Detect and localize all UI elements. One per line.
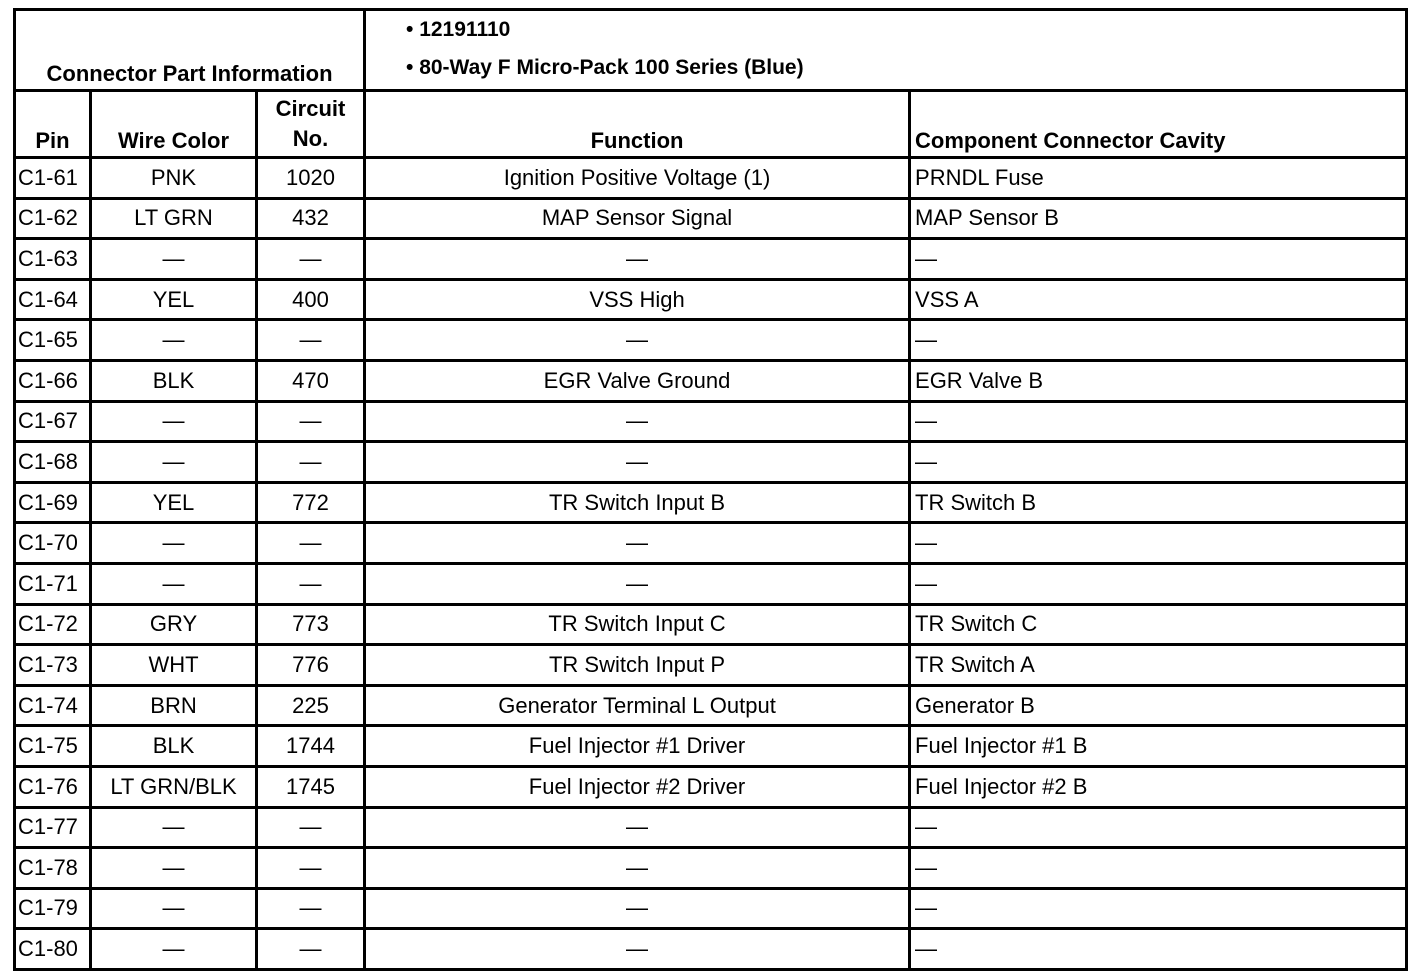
component-connector-cavity-cell: Fuel Injector #1 B <box>910 726 1407 767</box>
wire-color-cell: — <box>91 563 257 604</box>
circuit-no-cell: 1745 <box>257 766 365 807</box>
function-cell: MAP Sensor Signal <box>365 198 910 239</box>
pin-cell: C1-64 <box>15 279 91 320</box>
table-row <box>15 645 1407 686</box>
column-header-row <box>15 91 1407 158</box>
col-header-circuit-no <box>257 91 365 158</box>
wire-color-cell: BLK <box>91 360 257 401</box>
component-connector-cavity-cell: — <box>910 239 1407 280</box>
wire-color-cell: — <box>91 401 257 442</box>
table-row <box>15 401 1407 442</box>
circuit-no-cell: — <box>257 401 365 442</box>
table-row <box>15 726 1407 767</box>
wire-color-cell: YEL <box>91 482 257 523</box>
component-connector-cavity-cell: Fuel Injector #2 B <box>910 766 1407 807</box>
wire-color-cell: — <box>91 929 257 970</box>
circuit-no-cell: — <box>257 563 365 604</box>
function-cell: — <box>365 523 910 564</box>
function-cell: Fuel Injector #2 Driver <box>365 766 910 807</box>
col-header-pin: Pin <box>15 91 91 158</box>
table-row <box>15 563 1407 604</box>
pin-cell: C1-80 <box>15 929 91 970</box>
pin-cell: C1-73 <box>15 645 91 686</box>
wire-color-cell: — <box>91 239 257 280</box>
component-connector-cavity-cell: PRNDL Fuse <box>910 158 1407 199</box>
circuit-no-cell: 772 <box>257 482 365 523</box>
col-header-wire-color: Wire Color <box>91 91 257 158</box>
circuit-no-cell: — <box>257 848 365 889</box>
col-header-circuit-line2: No. <box>292 126 329 151</box>
function-cell: — <box>365 888 910 929</box>
component-connector-cavity-cell: — <box>910 563 1407 604</box>
component-connector-cavity-cell: — <box>910 929 1407 970</box>
function-cell: — <box>365 563 910 604</box>
table-row <box>15 685 1407 726</box>
circuit-no-cell: 432 <box>257 198 365 239</box>
part-info-header-row <box>15 10 1407 91</box>
function-cell: TR Switch Input C <box>365 604 910 645</box>
circuit-no-cell: — <box>257 239 365 280</box>
pin-cell: C1-77 <box>15 807 91 848</box>
function-cell: TR Switch Input P <box>365 645 910 686</box>
function-cell: — <box>365 320 910 361</box>
component-connector-cavity-cell: — <box>910 807 1407 848</box>
component-connector-cavity-cell: — <box>910 888 1407 929</box>
table-row <box>15 929 1407 970</box>
pin-cell: C1-76 <box>15 766 91 807</box>
component-connector-cavity-cell: TR Switch C <box>910 604 1407 645</box>
component-connector-cavity-cell: — <box>910 523 1407 564</box>
pin-cell: C1-78 <box>15 848 91 889</box>
table-row <box>15 239 1407 280</box>
wire-color-cell: YEL <box>91 279 257 320</box>
connector-description: • 80-Way F Micro-Pack 100 Series (Blue) <box>406 56 804 79</box>
wire-color-cell: — <box>91 848 257 889</box>
col-header-function: Function <box>365 91 910 158</box>
table-row <box>15 848 1407 889</box>
wire-color-cell: GRY <box>91 604 257 645</box>
circuit-no-cell: 225 <box>257 685 365 726</box>
circuit-no-cell: — <box>257 888 365 929</box>
function-cell: — <box>365 929 910 970</box>
component-connector-cavity-cell: — <box>910 848 1407 889</box>
pin-cell: C1-66 <box>15 360 91 401</box>
function-cell: — <box>365 848 910 889</box>
col-header-component-connector-cavity: Component Connector Cavity <box>910 91 1407 158</box>
pin-cell: C1-68 <box>15 442 91 483</box>
part-number: • 12191110 <box>406 18 511 41</box>
pin-cell: C1-71 <box>15 563 91 604</box>
table-row <box>15 158 1407 199</box>
pin-cell: C1-61 <box>15 158 91 199</box>
pin-cell: C1-69 <box>15 482 91 523</box>
function-cell: TR Switch Input B <box>365 482 910 523</box>
circuit-no-cell: — <box>257 442 365 483</box>
circuit-no-cell: 470 <box>257 360 365 401</box>
table-row <box>15 320 1407 361</box>
wire-color-cell: — <box>91 807 257 848</box>
wire-color-cell: BRN <box>91 685 257 726</box>
circuit-no-cell: — <box>257 523 365 564</box>
circuit-no-cell: 1020 <box>257 158 365 199</box>
component-connector-cavity-cell: Generator B <box>910 685 1407 726</box>
circuit-no-cell: — <box>257 807 365 848</box>
function-cell: — <box>365 401 910 442</box>
circuit-no-cell: 776 <box>257 645 365 686</box>
pin-cell: C1-67 <box>15 401 91 442</box>
table-row <box>15 888 1407 929</box>
table-row <box>15 360 1407 401</box>
pin-cell: C1-65 <box>15 320 91 361</box>
function-cell: — <box>365 807 910 848</box>
circuit-no-cell: 773 <box>257 604 365 645</box>
connector-part-information-label: Connector Part Information <box>15 10 365 91</box>
table-row <box>15 523 1407 564</box>
component-connector-cavity-cell: — <box>910 320 1407 361</box>
pin-cell: C1-62 <box>15 198 91 239</box>
component-connector-cavity-cell: — <box>910 442 1407 483</box>
pin-cell: C1-75 <box>15 726 91 767</box>
function-cell: EGR Valve Ground <box>365 360 910 401</box>
component-connector-cavity-cell: — <box>910 401 1407 442</box>
function-cell: Ignition Positive Voltage (1) <box>365 158 910 199</box>
function-cell: — <box>365 442 910 483</box>
component-connector-cavity-cell: TR Switch B <box>910 482 1407 523</box>
connector-pinout-sheet <box>13 8 1405 971</box>
wire-color-cell: — <box>91 320 257 361</box>
table-row <box>15 482 1407 523</box>
table-row <box>15 279 1407 320</box>
wire-color-cell: PNK <box>91 158 257 199</box>
table-row <box>15 604 1407 645</box>
connector-pinout-table <box>13 8 1408 971</box>
component-connector-cavity-cell: TR Switch A <box>910 645 1407 686</box>
function-cell: VSS High <box>365 279 910 320</box>
function-cell: — <box>365 239 910 280</box>
pin-cell: C1-74 <box>15 685 91 726</box>
table-row <box>15 766 1407 807</box>
circuit-no-cell: — <box>257 929 365 970</box>
component-connector-cavity-cell: EGR Valve B <box>910 360 1407 401</box>
circuit-no-cell: — <box>257 320 365 361</box>
wire-color-cell: WHT <box>91 645 257 686</box>
component-connector-cavity-cell: VSS A <box>910 279 1407 320</box>
wire-color-cell: — <box>91 523 257 564</box>
pin-cell: C1-63 <box>15 239 91 280</box>
wire-color-cell: BLK <box>91 726 257 767</box>
pin-cell: C1-79 <box>15 888 91 929</box>
table-row <box>15 442 1407 483</box>
pin-cell: C1-72 <box>15 604 91 645</box>
function-cell: Fuel Injector #1 Driver <box>365 726 910 767</box>
col-header-circuit-line1: Circuit <box>275 96 346 121</box>
pin-cell: C1-70 <box>15 523 91 564</box>
wire-color-cell: LT GRN <box>91 198 257 239</box>
wire-color-cell: — <box>91 442 257 483</box>
part-info-list <box>365 10 1407 91</box>
wire-color-cell: LT GRN/BLK <box>91 766 257 807</box>
component-connector-cavity-cell: MAP Sensor B <box>910 198 1407 239</box>
table-row <box>15 807 1407 848</box>
circuit-no-cell: 1744 <box>257 726 365 767</box>
table-row <box>15 198 1407 239</box>
function-cell: Generator Terminal L Output <box>365 685 910 726</box>
circuit-no-cell: 400 <box>257 279 365 320</box>
wire-color-cell: — <box>91 888 257 929</box>
